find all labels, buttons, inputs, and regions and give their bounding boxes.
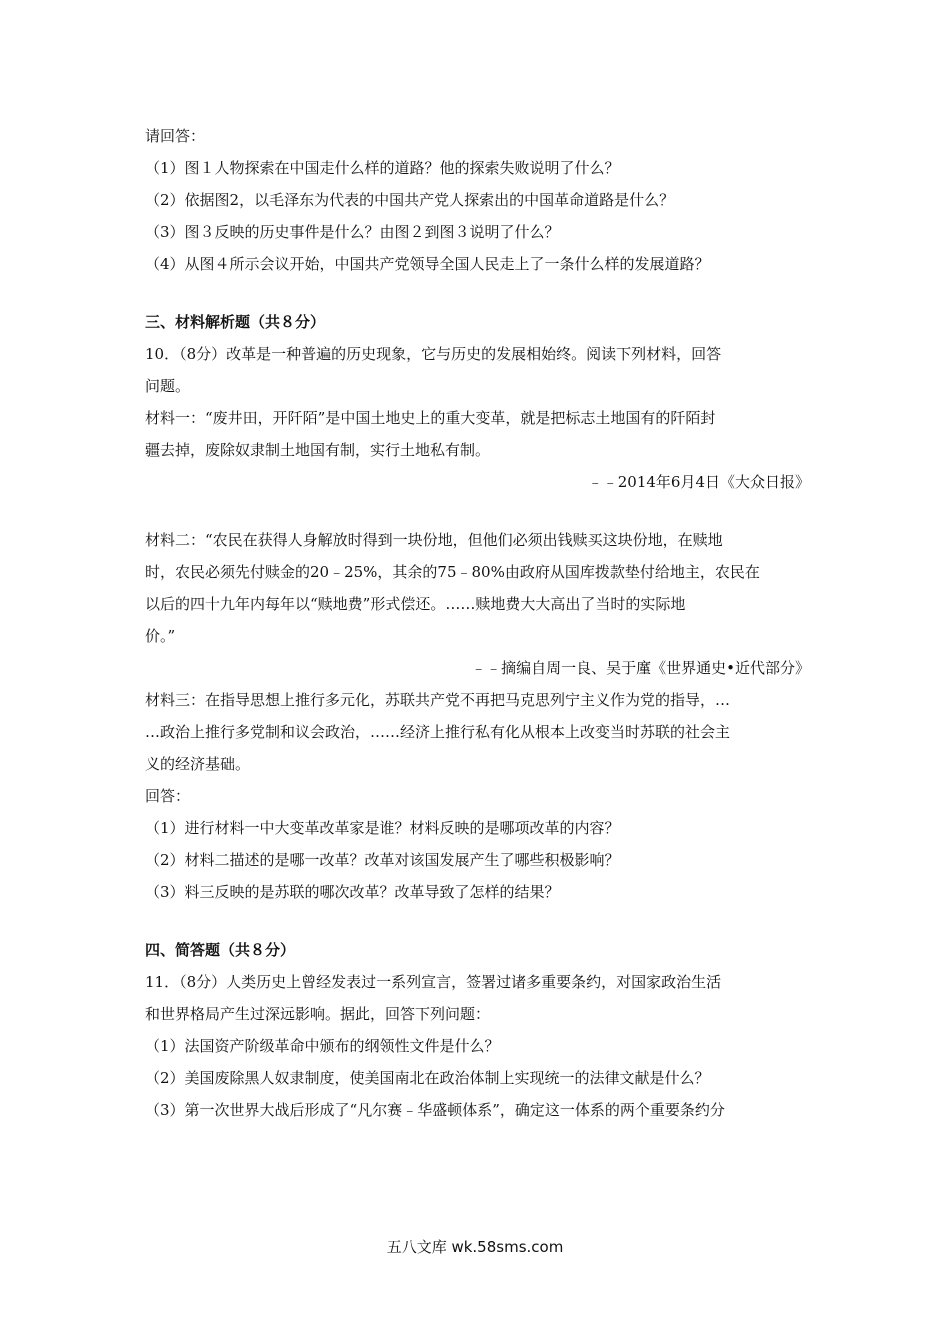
page-footer-watermark: 五八文库 wk.58sms.com <box>386 1238 564 1256</box>
material-2-line-3: 以后的四十九年内每年以“赎地费”形式偿还。……赎地费大大高出了当时的实际地 <box>145 595 686 613</box>
answer-prompt: 回答： <box>145 787 191 805</box>
q9-item-1: （1）图１人物探索在中国走什么样的道路？他的探索失败说明了什么？ <box>145 159 620 177</box>
q11-item-3: （3）第一次世界大战后形成了“凡尔赛﹣华盛顿体系”，确定这一体系的两个重要条约分 <box>145 1101 725 1119</box>
material-1-line-2: 疆去掉，废除奴隶制土地国有制，实行土地私有制。 <box>145 441 491 459</box>
section-4-heading: 四、简答题（共８分） <box>145 941 296 959</box>
q9-prompt: 请回答： <box>145 127 206 145</box>
spacer <box>145 280 810 306</box>
material-3-line-2: …政治上推行多党制和议会政治，……经济上推行私有化从根本上改变当时苏联的社会主 <box>145 723 731 741</box>
section-3-heading: 三、材料解析题（共８分） <box>145 313 326 331</box>
q10-text-line-2: 问题。 <box>145 377 191 395</box>
q10-item-1: （1）进行材料一中大变革改革家是谁？材料反映的是哪项改革的内容？ <box>145 819 620 837</box>
spacer <box>145 498 810 524</box>
document-page <box>145 120 810 1126</box>
q10-item-2: （2）材料二描述的是哪一改革？改革对该国发展产生了哪些积极影响？ <box>145 851 620 869</box>
q9-item-2: （2）依据图2，以毛泽东为代表的中国共产党人探索出的中国革命道路是什么？ <box>145 191 675 209</box>
q11-item-2: （2）美国废除黑人奴隶制度，使美国南北在政治体制上实现统一的法律文献是什么？ <box>145 1069 710 1087</box>
material-2-source: ﹣﹣摘编自周一良、吴于廑《世界通史•近代部分》 <box>471 659 810 677</box>
q10-item-3: （3）料三反映的是苏联的哪次改革？改革导致了怎样的结果？ <box>145 883 560 901</box>
q11-text-line-1: 11．（8分）人类历史上曾经发表过一系列宣言，签署过诸多重要条约，对国家政治生活 <box>145 973 722 991</box>
material-3-line-3: 义的经济基础。 <box>145 755 251 773</box>
material-2-line-4: 价。” <box>145 627 176 645</box>
q11-text-line-2: 和世界格局产生过深远影响。据此，回答下列问题： <box>145 1005 491 1023</box>
q11-item-1: （1）法国资产阶级革命中颁布的纲领性文件是什么？ <box>145 1037 500 1055</box>
material-2-line-2: 时，农民必须先付赎金的20﹣25%，其余的75﹣80%由政府从国库拨款垫付给地主，农民在 <box>145 563 760 581</box>
material-2-line-1: 材料二：“农民在获得人身解放时得到一块份地，但他们必须出钱赎买这块份地，在赎地 <box>145 531 723 549</box>
q10-text-line-1: 10．（8分）改革是一种普遍的历史现象，它与历史的发展相始终。阅读下列材料，回答 <box>145 345 722 363</box>
q9-item-3: （3）图３反映的历史事件是什么？由图２到图３说明了什么？ <box>145 223 560 241</box>
material-3-line-1: 材料三：在指导思想上推行多元化，苏联共产党不再把马克思列宁主义作为党的指导，… <box>145 691 731 709</box>
q9-item-4: （4）从图４所示会议开始，中国共产党领导全国人民走上了一条什么样的发展道路？ <box>145 255 710 273</box>
spacer <box>145 908 810 934</box>
material-1-source: ﹣﹣2014年6月4日《大众日报》 <box>587 473 810 491</box>
material-1-line-1: 材料一：“废井田，开阡陌”是中国土地史上的重大变革，就是把标志土地国有的阡陌封 <box>145 409 716 427</box>
